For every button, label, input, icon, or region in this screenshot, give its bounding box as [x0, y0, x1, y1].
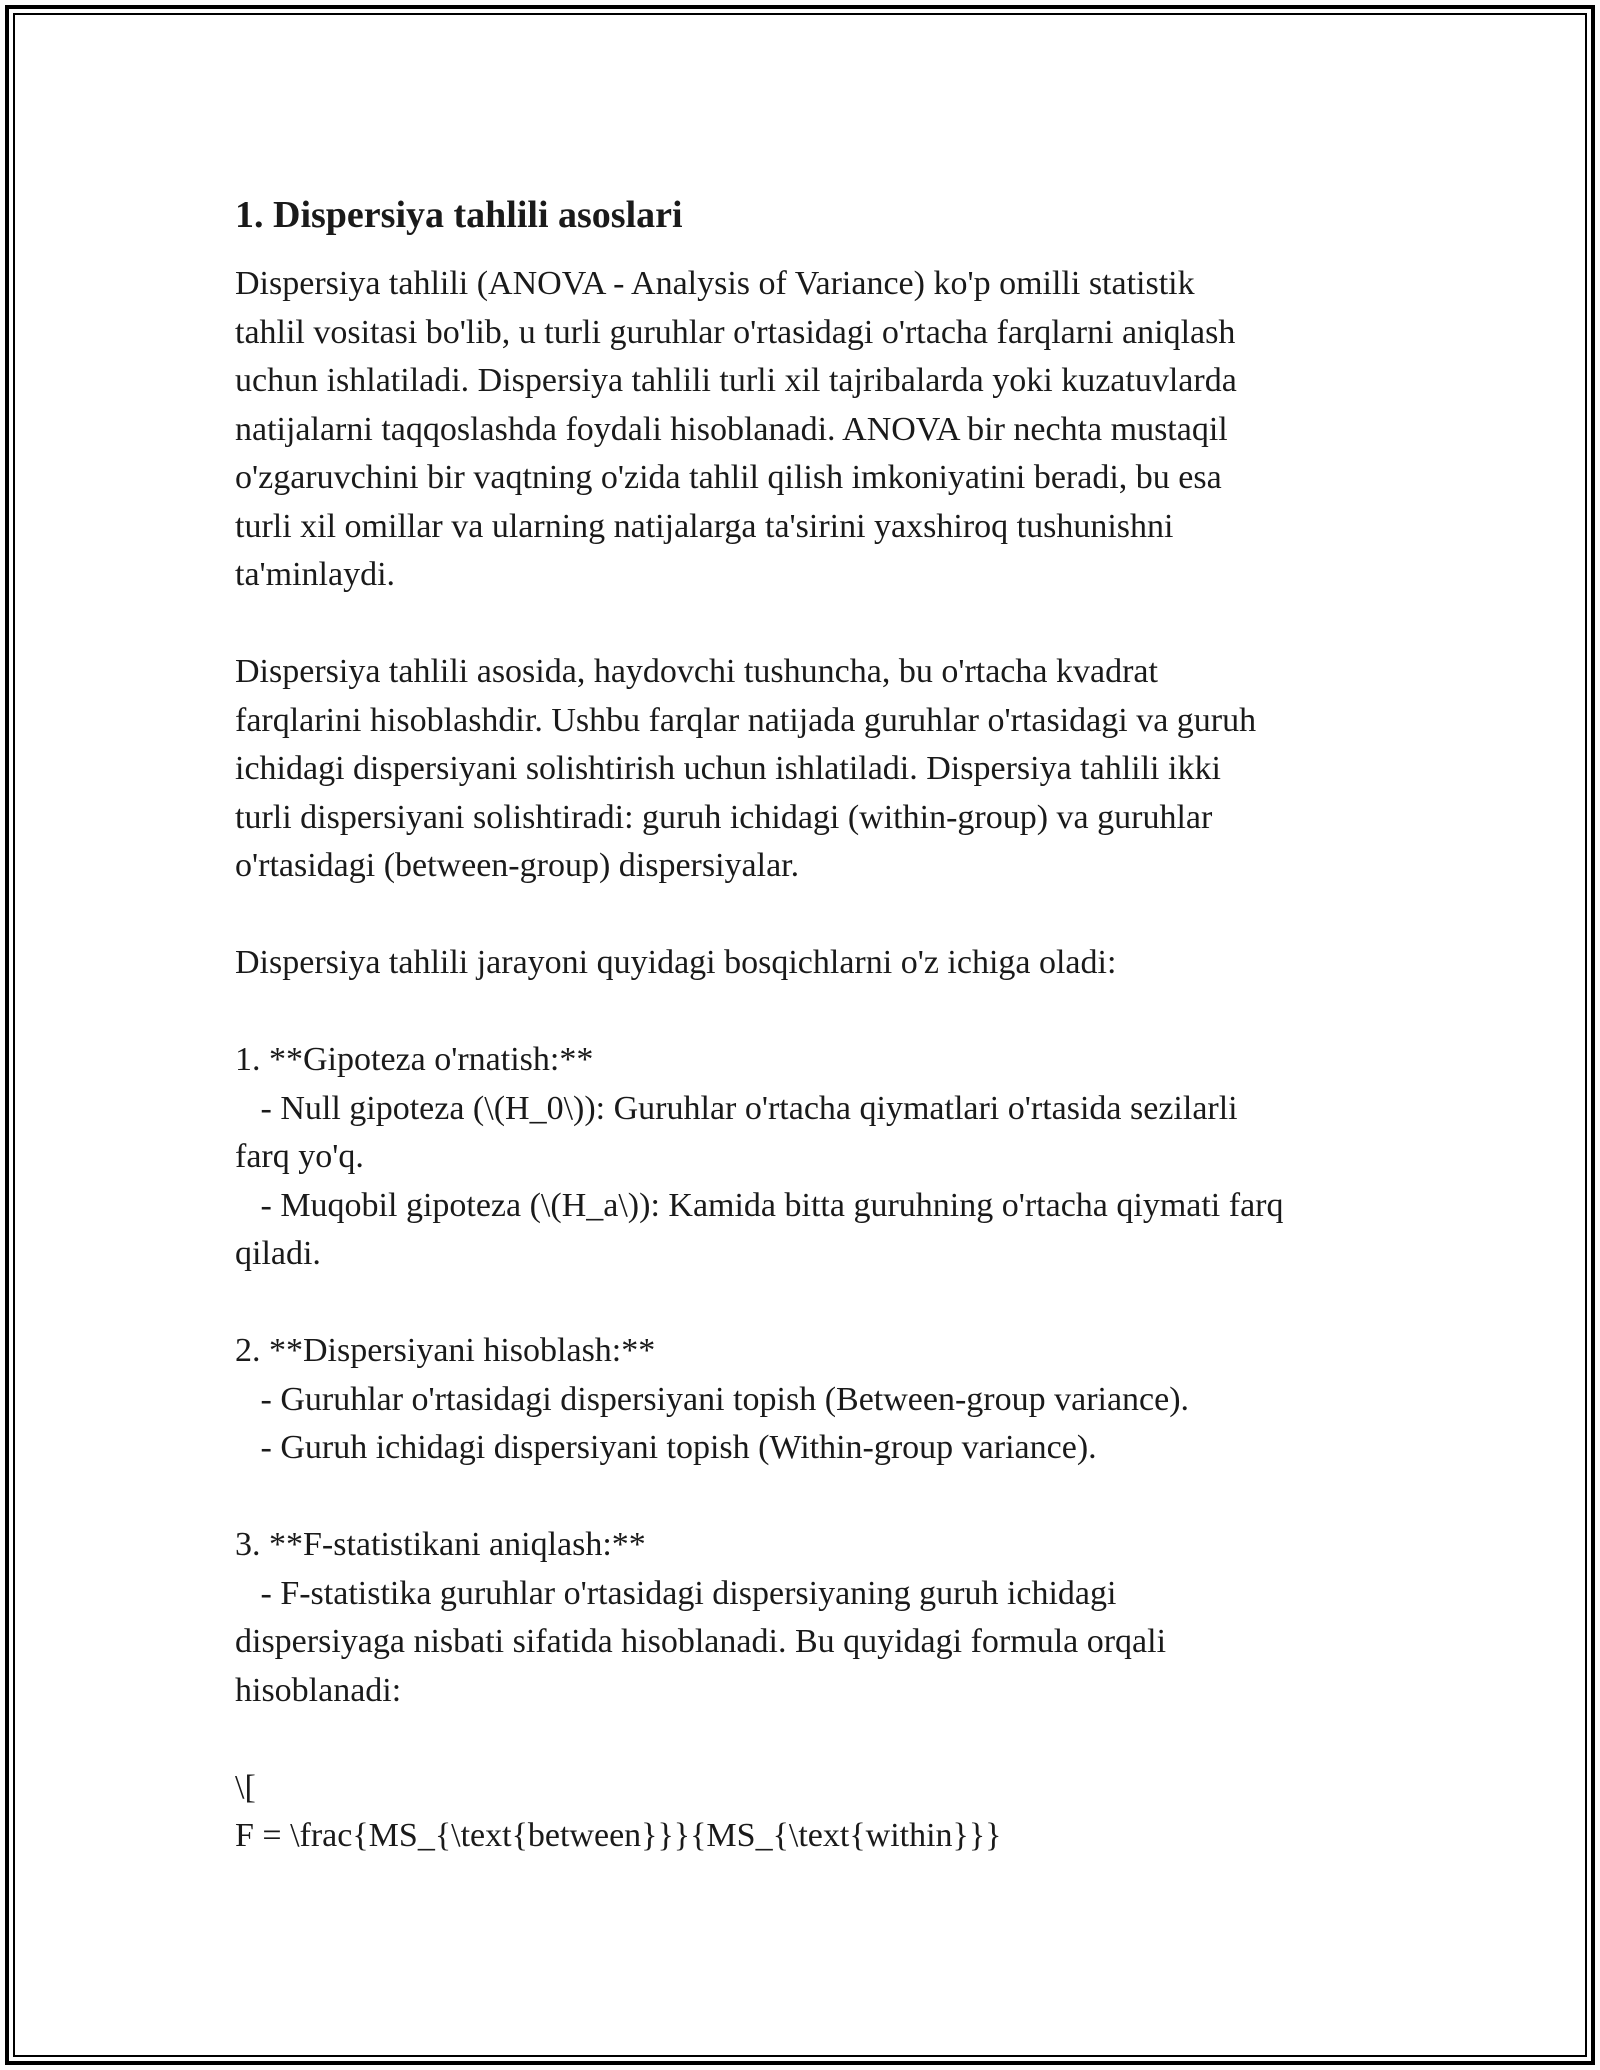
document-content: [235, 190, 1395, 1861]
body-text: Dispersiya tahlili (ANOVA - Analysis of Variance) ko'p omilli statistik tahlil vositasi bo'lib, u turli guruhlar o'rtasidagi o'rtacha farqlarni aniqlash uchun ishlatiladi. Dispersiya tahlili turli xil tajribalarda yoki kuzatuvlarda natijalarni taqqoslashda foydali hisoblanadi. ANOVA bir nechta mustaqil o'zgaruvchini bir vaqtning o'zida tahlil qilish imkoniyatini beradi, bu esa turli xil omillar va ularning natijalarga ta'sirini yaxshiroq tushunishni ta'minlaydi. Dispersiya tahlili asosida, haydovchi tushuncha, bu o'rtacha kvadrat farqlarini hisoblashdir. Ushbu farqlar natijada guruhlar o'rtasidagi va guruh ichidagi dispersiyani solishtirish uchun ishlatiladi. Dispersiya tahlili ikki turli dispersiyani solishtiradi: guruh ichidagi (within-group) va guruhlar o'rtasidagi (between-group) dispersiyalar. Dispersiya tahlili jarayoni quyidagi bosqichlarni o'z ichiga oladi: 1. **Gipoteza o'rnatish:** - Null gipoteza (\(H_0\)): Guruhlar o'rtacha qiymatlari o'rtasida sezilarli farq yo'q. - Muqobil gipoteza (\(H_a\)): Kamida bitta guruhning o'rtacha qiymati farq qiladi. 2. **Dispersiyani hisoblash:** - Guruhlar o'rtasidagi dispersiyani topish (Between-group variance). - Guruh ichidagi dispersiyani topish (Within-group variance). 3. **F-statistikani aniqlash:** - F-statistika guruhlar o'rtasidagi dispersiyaning guruh ichidagi dispersiyaga nisbati sifatida hisoblanadi. Bu quyidagi formula orqali hisoblanadi: \[ F = \frac{MS_{\text{between}}}{MS_{\text{within}}}: [235, 265, 1284, 1854]
section-heading: 1. Dispersiya tahlili asoslari: [235, 194, 683, 236]
